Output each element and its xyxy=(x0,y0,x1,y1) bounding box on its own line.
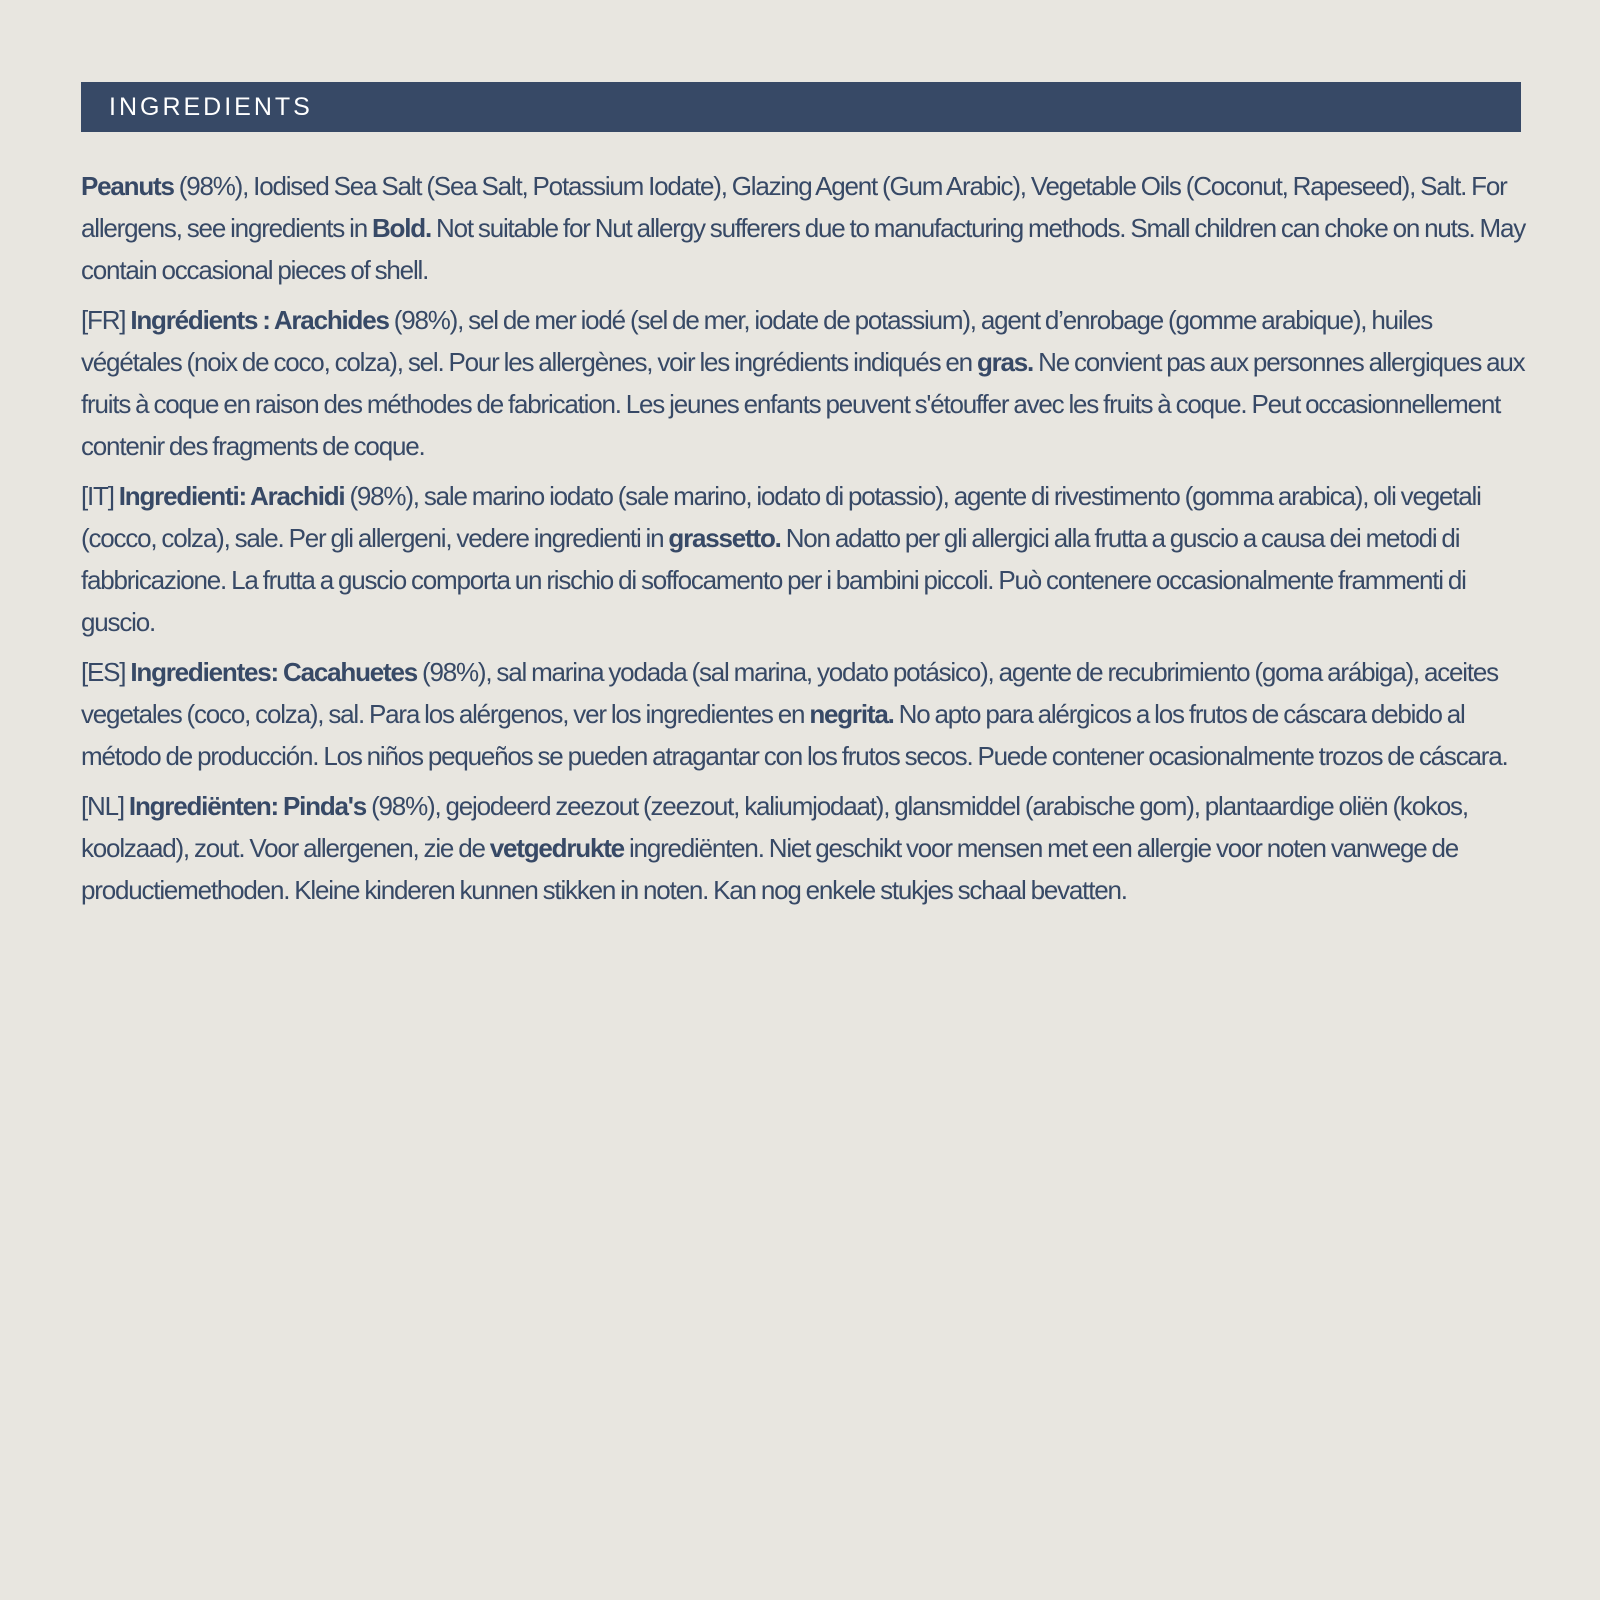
fr-language-tag: [FR] xyxy=(81,305,131,335)
nl-text-part-2: ingrediënten. Niet geschikt voor mensen met een allergie voor noten vanwege de productiemethoden. Kleine kinderen kunnen stikken in noten. Kan nog enkele stukjes schaal bevatten. xyxy=(81,833,1459,905)
it-text-part-2: Non adatto per gli allergici alla frutta a guscio a causa dei metodi di fabbricazione. La frutta a guscio comporta un rischio di soffocamento per i bambini piccoli. Può contenere occasionalmente frammenti di guscio. xyxy=(81,523,1466,637)
section-header-bar xyxy=(81,82,1521,132)
nl-text-part-1: (98%), gejodeerd zeezout (zeezout, kaliumjodaat), glansmiddel (arabische gom), plantaardige oliën (kokos, koolzaad), zout. Voor allergenen, zie de xyxy=(81,791,1468,863)
it-language-tag: [IT] xyxy=(81,481,119,511)
paragraph-en xyxy=(81,165,1526,291)
fr-bold-ingredient: Ingrédients : Arachides xyxy=(130,305,389,335)
paragraph-fr xyxy=(81,299,1526,467)
paragraph-nl xyxy=(81,785,1526,911)
fr-bold-keyword: gras. xyxy=(976,347,1034,377)
ingredients-content xyxy=(81,165,1526,919)
section-title: INGREDIENTS xyxy=(109,92,313,121)
it-text-part-1: (98%), sale marino iodato (sale marino, iodato di potassio), agente di rivestimento (gomma arabica), oli vegetali (cocco, colza), sale. Per gli allergeni, vedere ingredienti in xyxy=(81,481,1481,553)
en-bold-ingredient: Peanuts xyxy=(81,171,174,201)
es-language-tag: [ES] xyxy=(81,657,131,687)
fr-text-part-2: Ne convient pas aux personnes allergiques aux fruits à coque en raison des méthodes de fabrication. Les jeunes enfants peuvent s'étouffer avec les fruits à coque. Peut occasionnellement contenir des fragments de coque. xyxy=(81,347,1525,461)
es-bold-ingredient: Ingredientes: Cacahuetes xyxy=(130,657,417,687)
en-text-part-1: (98%), Iodised Sea Salt (Sea Salt, Potassium Iodate), Glazing Agent (Gum Arabic), Vegetable Oils (Coconut, Rapeseed), Salt. For allergens, see ingredients in xyxy=(81,171,1507,243)
es-bold-keyword: negrita. xyxy=(809,699,894,729)
nl-bold-keyword: vetgedrukte xyxy=(489,833,624,863)
paragraph-es xyxy=(81,651,1526,777)
es-text-part-1: (98%), sal marina yodada (sal marina, yodato potásico), agente de recubrimiento (goma arábiga), aceites vegetales (coco, colza), sal. Para los alérgenos, ver los ingredientes en xyxy=(81,657,1498,729)
nl-language-tag: [NL] xyxy=(81,791,129,821)
en-text-part-2: Not suitable for Nut allergy sufferers due to manufacturing methods. Small children can choke on nuts. May contain occasional pieces of shell. xyxy=(81,213,1526,285)
fr-text-part-1: (98%), sel de mer iodé (sel de mer, iodate de potassium), agent d’enrobage (gomme arabique), huiles végétales (noix de coco, colza), sel. Pour les allergènes, voir les ingrédients indiqués en xyxy=(81,305,1433,377)
nl-bold-ingredient: Ingrediënten: Pinda's xyxy=(128,791,367,821)
en-bold-keyword: Bold. xyxy=(371,213,431,243)
paragraph-it xyxy=(81,475,1526,643)
es-text-part-2: No apto para alérgicos a los frutos de cáscara debido al método de producción. Los niños pequeños se pueden atragantar con los frutos secos. Puede contener ocasionalmente trozos de cáscara. xyxy=(81,699,1508,771)
it-bold-ingredient: Ingredienti: Arachidi xyxy=(118,481,345,511)
it-bold-keyword: grassetto. xyxy=(668,523,781,553)
